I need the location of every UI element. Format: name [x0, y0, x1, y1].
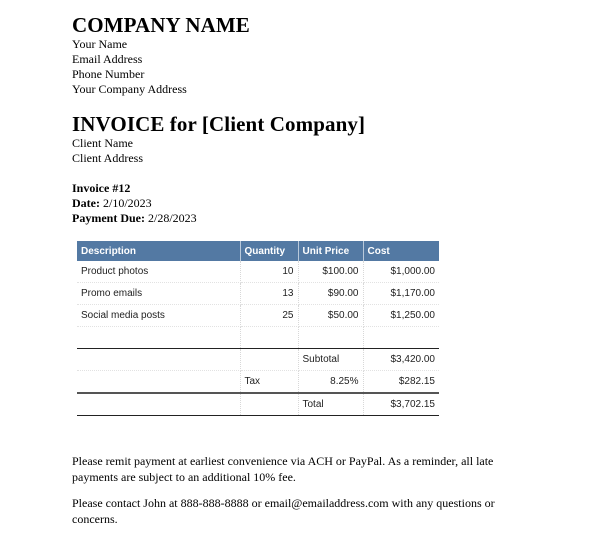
subtotal-row	[77, 349, 439, 371]
col-quantity: Quantity	[240, 241, 298, 261]
invoice-notes	[72, 453, 532, 537]
table-row	[77, 283, 439, 305]
company-address: Your Company Address	[72, 82, 187, 96]
due-value: 2/28/2023	[147, 211, 197, 225]
cell-description: Product photos	[77, 261, 240, 283]
email-address: Email Address	[72, 52, 143, 66]
cell-unit-price: $50.00	[298, 305, 363, 327]
invoice-number: Invoice #12	[72, 181, 131, 195]
client-address: Client Address	[72, 151, 143, 165]
your-name: Your Name	[72, 37, 128, 51]
subtotal-value: $3,420.00	[363, 349, 439, 371]
cell-unit-price: $100.00	[298, 261, 363, 283]
cell-unit-price: $90.00	[298, 283, 363, 305]
cell-quantity: 25	[240, 305, 298, 327]
subtotal-label: Subtotal	[298, 349, 363, 371]
cell-description: Social media posts	[77, 305, 240, 327]
table-row-empty	[77, 327, 439, 349]
total-label: Total	[298, 393, 363, 416]
cell-quantity: 13	[240, 283, 298, 305]
cell-description: Promo emails	[77, 283, 240, 305]
invoice-table	[77, 241, 439, 416]
phone-number: Phone Number	[72, 67, 145, 81]
cell-cost: $1,250.00	[363, 305, 439, 327]
total-row	[77, 393, 439, 416]
tax-row	[77, 371, 439, 394]
tax-rate: 8.25%	[298, 371, 363, 394]
company-name: COMPANY NAME	[72, 13, 250, 37]
tax-value: $282.15	[363, 371, 439, 394]
client-name: Client Name	[72, 136, 133, 150]
invoice-meta	[72, 181, 197, 226]
payment-due	[72, 211, 197, 226]
invoice-title: INVOICE for [Client Company]	[72, 112, 366, 136]
contact-note: Please contact John at 888-888-8888 or email@emailaddress.com with any questions or concerns.	[72, 496, 495, 526]
cell-cost: $1,000.00	[363, 261, 439, 283]
date-value: 2/10/2023	[102, 196, 152, 210]
payment-note: Please remit payment at earliest convenience via ACH or PayPal. As a reminder, all late payments are subject to an additional 10% fee.	[72, 454, 494, 484]
col-unit-price: Unit Price	[298, 241, 363, 261]
invoice-date	[72, 196, 197, 211]
invoice-header	[72, 112, 365, 166]
table-header-row	[77, 241, 439, 261]
total-value: $3,702.15	[363, 393, 439, 416]
cell-quantity: 10	[240, 261, 298, 283]
date-label: Date:	[72, 196, 100, 210]
col-description: Description	[77, 241, 240, 261]
company-header	[72, 13, 250, 97]
col-cost: Cost	[363, 241, 439, 261]
cell-cost: $1,170.00	[363, 283, 439, 305]
due-label: Payment Due:	[72, 211, 145, 225]
table-row	[77, 305, 439, 327]
tax-label: Tax	[240, 371, 298, 394]
table-row	[77, 261, 439, 283]
